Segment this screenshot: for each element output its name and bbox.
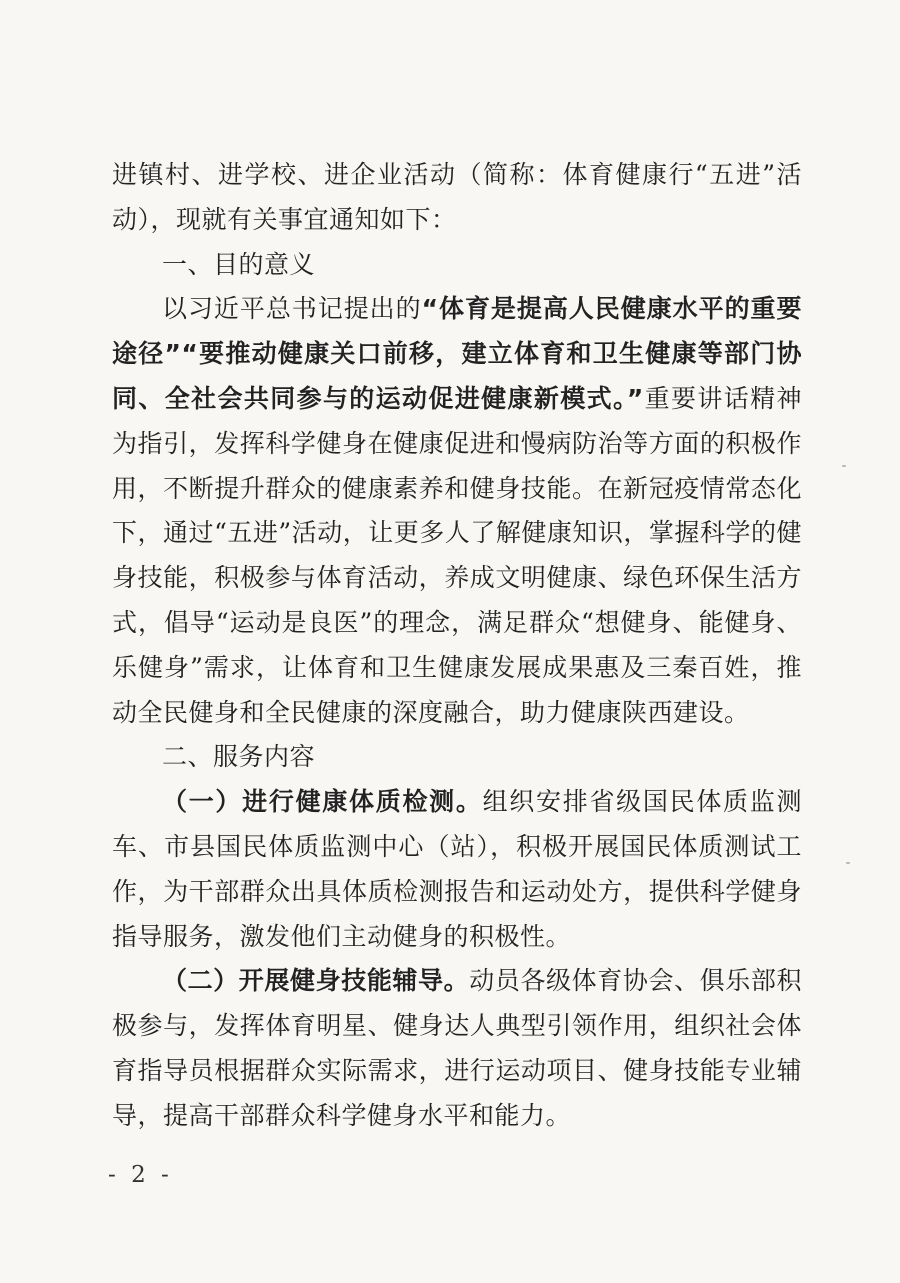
service-2-body: 动员各级体育协会、俱乐部积极参与，发挥体育明星、健身达人典型引领作用，组织社会体育指导员根据群众实际需求，进行运动项目、健身技能专业辅导，提高干部群众科学健身水平和能力。: [112, 966, 802, 1130]
paragraph-service-2: [112, 959, 802, 1138]
paragraph-purpose: [112, 287, 802, 735]
paragraph-intro: 进镇村、进学校、进企业活动（简称：体育健康行“五进”活动），现就有关事宜通知如下：: [112, 160, 802, 234]
scan-speck: [846, 862, 850, 864]
service-1-title: （一）进行健康体质检测。: [162, 787, 483, 817]
section-heading-purpose: 一、目的意义: [162, 249, 316, 279]
service-1-body: 组织安排省级国民体质监测车、市县国民体质监测中心（站），积极开展国民体质测试工作，为干部群众出具体质检测报告和运动处方，提供科学健身指导服务，激发他们主动健身的积极性。: [112, 787, 802, 951]
section-heading-services: 二、服务内容: [162, 742, 316, 772]
purpose-body: 重要讲话精神为指引，发挥科学健身在健康促进和慢病防治等方面的积极作用，不断提升群众的健康素养和健身技能。在新冠疫情常态化下，通过“五进”活动，让更多人了解健康知识，掌握科学的健身技能，积极参与体育活动，养成文明健康、绿色环保生活方式，倡导“运动是良医”的理念，满足群众“想健身、能健身、乐健身”需求，让体育和卫生健康发展成果惠及三秦百姓，推动全民健身和全民健康的深度融合，助力健康陕西建设。: [112, 383, 802, 727]
purpose-quote: “体育是提高人民健康水平的重要途径”“要推动健康关口前移，建立体育和卫生健康等部门协同、全社会共同参与的运动促进健康新模式。”: [112, 294, 802, 413]
page-number: - 2 -: [108, 1162, 173, 1188]
purpose-prefix: 以习近平总书记提出的: [162, 294, 422, 324]
service-2-title: （二）开展健身技能辅导。: [162, 966, 470, 996]
scan-speck: [842, 465, 846, 467]
document-body: [112, 153, 802, 1139]
paragraph-service-1: [112, 780, 802, 959]
